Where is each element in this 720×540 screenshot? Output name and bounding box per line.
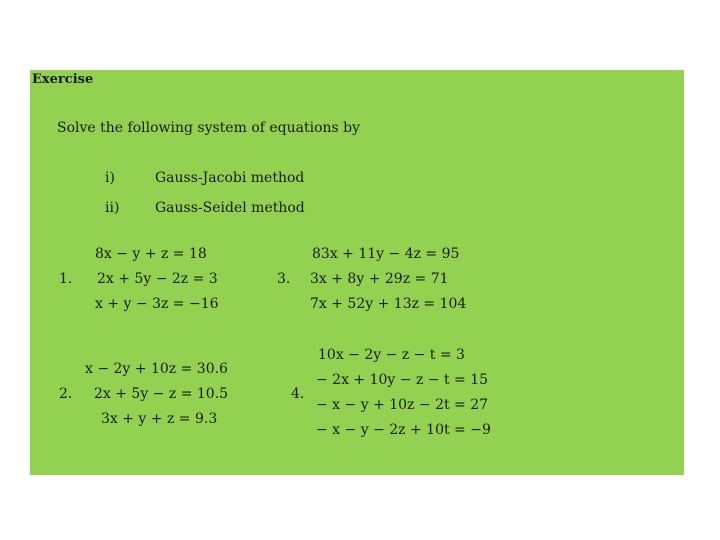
problem-1-number: 1.: [59, 271, 73, 287]
method-1-number: i): [105, 170, 115, 186]
equation: 2x + 5y − 2z = 3: [97, 271, 218, 287]
equation: 83x + 11y − 4z = 95: [312, 246, 460, 262]
equation: 7x + 52y + 13z = 104: [310, 296, 467, 312]
equation: − 2x + 10y − z − t = 15: [316, 372, 489, 388]
equation: − x − y + 10z − 2t = 27: [316, 397, 489, 413]
problem-4-number: 4.: [291, 386, 305, 402]
method-2-number: ii): [105, 200, 120, 216]
equation: 8x − y + z = 18: [95, 246, 207, 262]
equation: x + y − 3z = −16: [95, 296, 219, 312]
equation: x − 2y + 10z = 30.6: [85, 361, 228, 377]
equation: 10x − 2y − z − t = 3: [318, 347, 465, 363]
exercise-panel: [30, 70, 684, 475]
method-2-label: Gauss-Seidel method: [155, 200, 305, 216]
method-1-label: Gauss-Jacobi method: [155, 170, 305, 186]
exercise-title: Exercise: [32, 72, 94, 87]
equation: 2x + 5y − z = 10.5: [94, 386, 229, 402]
problem-2-number: 2.: [59, 386, 73, 402]
equation: 3x + y + z = 9.3: [101, 411, 218, 427]
equation: − x − y − 2z + 10t = −9: [316, 422, 491, 438]
problem-3-number: 3.: [277, 271, 291, 287]
equation: 3x + 8y + 29z = 71: [310, 271, 449, 287]
instruction-text: Solve the following system of equations by: [57, 120, 361, 136]
